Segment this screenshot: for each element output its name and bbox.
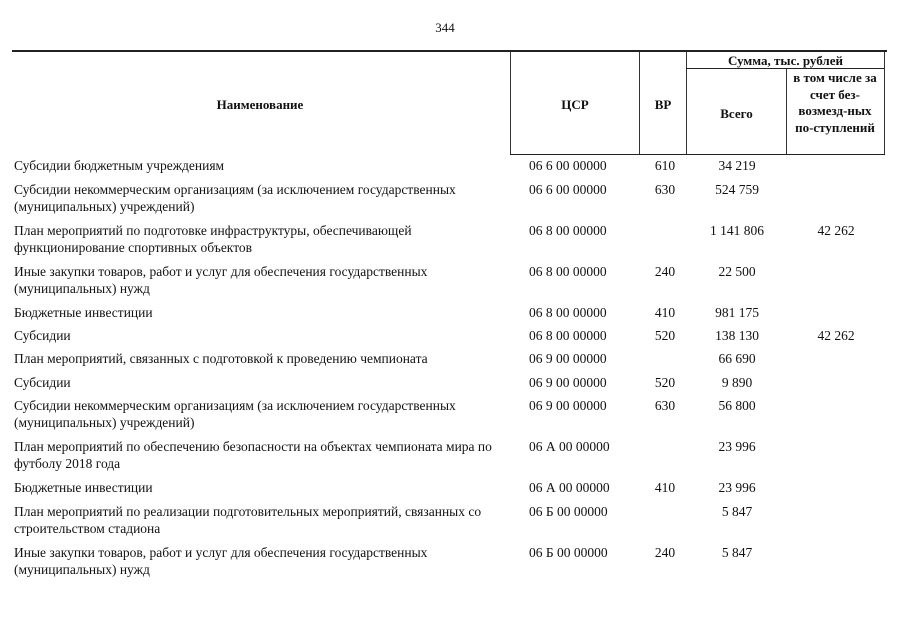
row-csr: 06 6 00 00000 bbox=[529, 182, 607, 197]
row-total: 5 847 bbox=[721, 504, 753, 519]
header-csr: ЦСР bbox=[561, 97, 589, 112]
row-csr: 06 8 00 00000 bbox=[529, 223, 607, 238]
row-csr: 06 9 00 00000 bbox=[529, 375, 607, 390]
row-vr: 240 bbox=[654, 545, 676, 560]
row-total: 66 690 bbox=[718, 351, 756, 366]
row-csr: 06 9 00 00000 bbox=[529, 351, 607, 366]
row-name: План мероприятий по реализации подготовительных мероприятий, связанных со строительством стадиона bbox=[14, 504, 482, 536]
row-total: 5 847 bbox=[721, 545, 753, 560]
header-bottom-rule bbox=[510, 154, 885, 155]
row-vr: 410 bbox=[654, 305, 676, 320]
row-vr: 610 bbox=[654, 158, 676, 173]
row-total: 34 219 bbox=[718, 158, 756, 173]
row-total: 524 759 bbox=[715, 182, 759, 197]
row-csr: 06 8 00 00000 bbox=[529, 328, 607, 343]
row-total: 23 996 bbox=[718, 480, 756, 495]
header-total: Всего bbox=[720, 106, 753, 121]
header-gratuitous: в том числе за счет без-возмезд-ных по-ступлений bbox=[793, 70, 877, 135]
row-csr: 06 Б 00 00000 bbox=[529, 545, 608, 560]
row-vr: 410 bbox=[654, 480, 676, 495]
row-csr: 06 8 00 00000 bbox=[529, 264, 607, 279]
row-name: Субсидии бюджетным учреждениям bbox=[14, 158, 225, 173]
row-gratuitous: 42 262 bbox=[817, 328, 855, 343]
row-name: Субсидии некоммерческим организациям (за исключением государственных (муниципальных) учреждений) bbox=[14, 398, 456, 430]
row-vr: 240 bbox=[654, 264, 676, 279]
row-csr: 06 Б 00 00000 bbox=[529, 504, 608, 519]
row-csr: 06 А 00 00000 bbox=[529, 439, 610, 454]
row-vr: 630 bbox=[654, 182, 676, 197]
row-vr: 520 bbox=[654, 375, 676, 390]
table-top-rule bbox=[12, 50, 887, 52]
row-total: 22 500 bbox=[718, 264, 756, 279]
header-sum: Сумма, тыс. рублей bbox=[728, 53, 843, 68]
row-name: Бюджетные инвестиции bbox=[14, 480, 153, 495]
row-name: Субсидии bbox=[14, 328, 71, 343]
row-total: 56 800 bbox=[718, 398, 756, 413]
row-name: Иные закупки товаров, работ и услуг для обеспечения государственных (муниципальных) нужд bbox=[14, 264, 428, 296]
row-total: 981 175 bbox=[715, 305, 759, 320]
row-vr: 630 bbox=[654, 398, 676, 413]
row-name: План мероприятий, связанных с подготовкой к проведению чемпионата bbox=[14, 351, 428, 366]
row-name: План мероприятий по обеспечению безопасности на объектах чемпионата мира по футболу 2018 года bbox=[14, 439, 492, 471]
header-vr: ВР bbox=[654, 97, 672, 112]
row-name: План мероприятий по подготовке инфраструктуры, обеспечивающей функционирование спортивных объектов bbox=[14, 223, 412, 255]
row-csr: 06 9 00 00000 bbox=[529, 398, 607, 413]
row-csr: 06 8 00 00000 bbox=[529, 305, 607, 320]
row-vr: 520 bbox=[654, 328, 676, 343]
row-total: 9 890 bbox=[721, 375, 753, 390]
row-total: 1 141 806 bbox=[710, 223, 764, 238]
row-gratuitous: 42 262 bbox=[817, 223, 855, 238]
row-name: Субсидии некоммерческим организациям (за исключением государственных (муниципальных) учреждений) bbox=[14, 182, 456, 214]
col-divider-total-grat bbox=[786, 68, 787, 154]
row-total: 138 130 bbox=[715, 328, 759, 343]
table-right-edge bbox=[884, 52, 885, 154]
row-csr: 06 6 00 00000 bbox=[529, 158, 607, 173]
page-number: 344 bbox=[435, 20, 455, 35]
row-total: 23 996 bbox=[718, 439, 756, 454]
row-csr: 06 А 00 00000 bbox=[529, 480, 610, 495]
header-name: Наименование bbox=[216, 97, 304, 112]
row-name: Субсидии bbox=[14, 375, 71, 390]
row-name: Бюджетные инвестиции bbox=[14, 305, 153, 320]
row-name: Иные закупки товаров, работ и услуг для обеспечения государственных (муниципальных) нужд bbox=[14, 545, 428, 577]
col-divider-name-csr bbox=[510, 52, 511, 154]
